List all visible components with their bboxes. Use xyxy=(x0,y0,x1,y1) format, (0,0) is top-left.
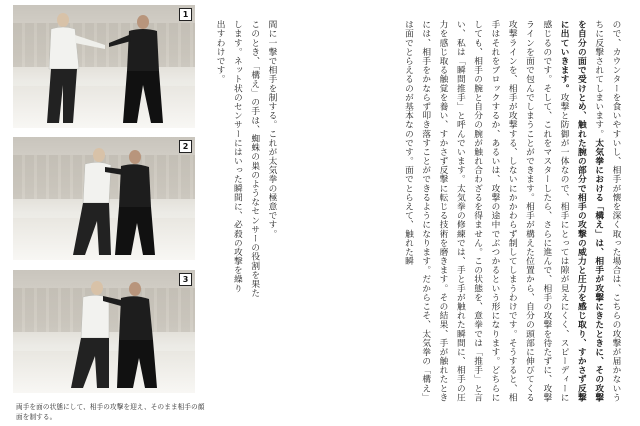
photo-2-figures xyxy=(13,137,195,260)
photo-3 xyxy=(13,270,195,393)
body-text-right xyxy=(352,20,624,402)
photo-1-figures xyxy=(13,5,195,128)
body-text-part-2: 攻撃と防御が一体なので、相手にとっては隙が見えにくく、スピーディーに感じるのです。そして、これをマスターしたら、さらに進んで、相手の攻撃を待たずに、攻撃ラインを面で包んでしまうことができます。相手が構えた位置から、自分の頭部に伸びてくる攻撃ラインを、相手が攻撃する、しないにかかわらず制してしまうわけです。そうすると、相手はそれをブロックするか、あるいは、攻撃の途中でぶつかるという形になります。どちらにしても、相手の腕と自分の腕が触れ合わざるを得ません。この状態を、意拳では「推手」と言い、私は「瞬間推手」と呼んでいます。太気拳の修練では、手と手が触れた瞬間に、相手の圧力を感じ取る触覚を養い、すかさず反撃に転じる技術を磨きます。その結果、手が触れたときには、相手をかならず叩き落すことができるようになります。だからこそ、太気拳の「構え」は面でとらえるのが基本なのです。面でとらえて、触れた瞬 xyxy=(403,20,570,402)
body-text-left xyxy=(210,20,280,300)
photo-caption: 両手を面の状態にして、相手の攻撃を迎え、そのまま相手の顔面を制する。 xyxy=(16,403,205,421)
photo-1 xyxy=(13,5,195,128)
photo-number-badge: 2 xyxy=(179,140,192,153)
photo-2 xyxy=(13,137,195,260)
body-text-col-2: このとき、「構え」の手は、蜘蛛の巣のようなセンサーの役割を果たします。ネット状のセンサーにはいった瞬間に、必殺の攻撃を繰り出すわけです。 xyxy=(215,20,260,298)
photo-3-figures xyxy=(13,270,195,393)
photo-number-badge: 3 xyxy=(179,273,192,286)
body-text-bold-1: 太気拳における「構え」は、相手が攻撃にきたときに、その攻撃を自分の面で受けとめ、触れた腕の部分で相手の攻撃の威力と圧力を感じ取り、すかさず反撃に出ていきます。 xyxy=(559,20,604,402)
body-text-part-1: ので、カウンターを食いやすいし、相手が懐を深く取った場合は、こちらの攻撃が届かないうちに反撃されてしまいます。 xyxy=(593,20,621,402)
body-text-col-1: 間に一撃で相手を制する。これが太気拳の極意です。 xyxy=(267,20,277,239)
photo-number-badge: 1 xyxy=(179,8,192,21)
